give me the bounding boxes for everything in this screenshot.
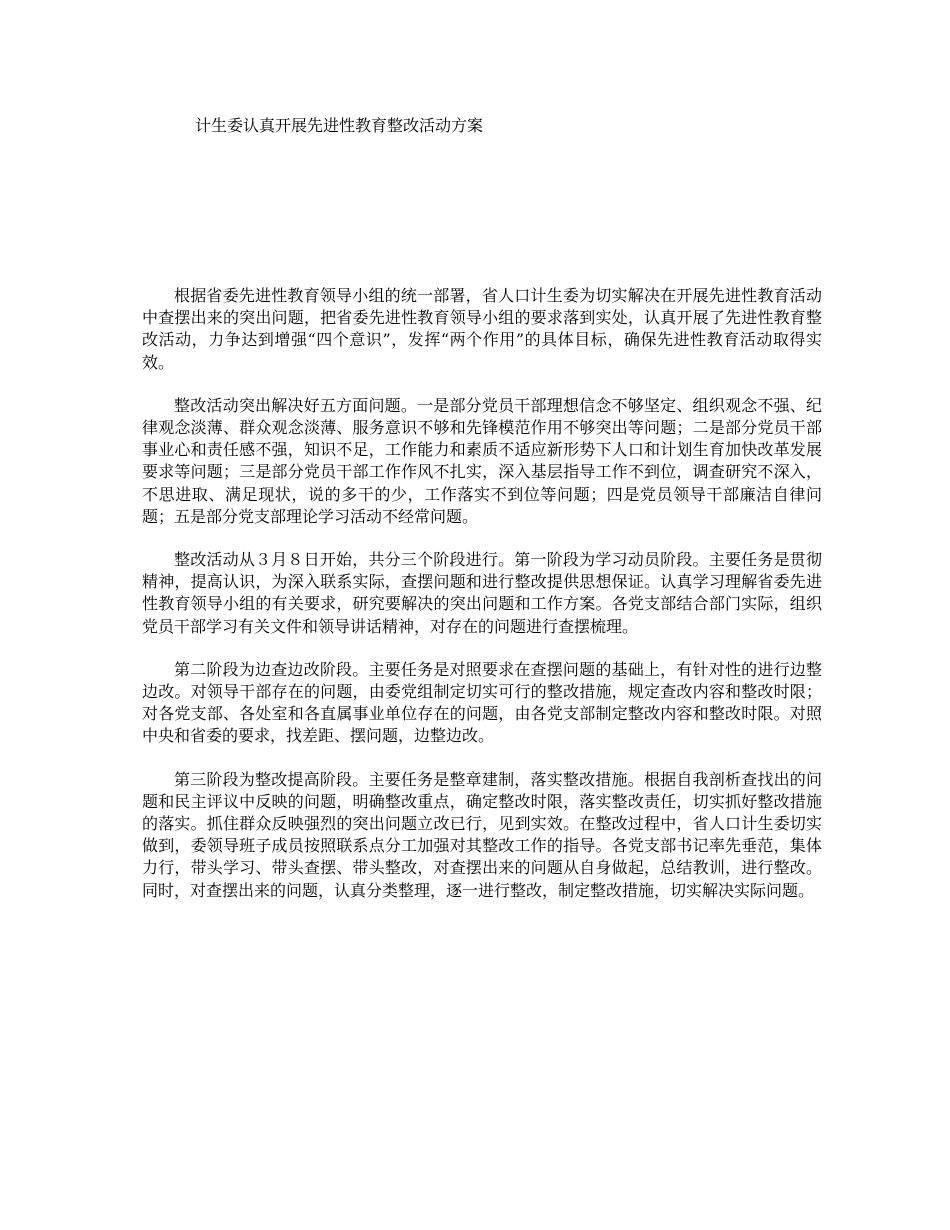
- paragraph-intro: 根据省委先进性教育领导小组的统一部署，省人口计生委为切实解决在开展先进性教育活动中查摆出来的突出问题，把省委先进性教育领导小组的要求落到实处，认真开展了先进性教育整改活动，力争达到增强“四个意识”，发挥“两个作用”的具体目标，确保先进性教育活动取得实效。: [142, 286, 822, 372]
- document-body: [142, 285, 822, 923]
- paragraph-stage-one: 整改活动从３月８日开始，共分三个阶段进行。第一阶段为学习动员阶段。主要任务是贯彻精神，提高认识，为深入联系实际，查摆问题和进行整改提供思想保证。认真学习理解省委先进性教育领导小组的有关要求，研究要解决的突出问题和工作方案。各党支部结合部门实际，组织党员干部学习有关文件和领导讲话精神，对存在的问题进行查摆梳理。: [142, 550, 822, 636]
- paragraph-stage-two: 第二阶段为边查边改阶段。主要任务是对照要求在查摆问题的基础上，有针对性的进行边整边改。对领导干部存在的问题，由委党组制定切实可行的整改措施，规定查改内容和整改时限；对各党支部、各处室和各直属事业单位存在的问题，由各党支部制定整改内容和整改时限。对照中央和省委的要求，找差距、摆问题，边整边改。: [142, 659, 822, 746]
- paragraph-stage-three: 第三阶段为整改提高阶段。主要任务是整章建制，落实整改措施。根据自我剖析查找出的问题和民主评议中反映的问题，明确整改重点，确定整改时限，落实整改责任，切实抓好整改措施的落实。抓住群众反映强烈的突出问题立改已行，见到实效。在整改过程中，省人口计生委切实做到，委领导班子成员按照联系点分工加强对其整改工作的指导。各党支部书记率先垂范，集体力行，带头学习、带头查摆、带头整改，对查摆出来的问题从自身做起，总结教训，进行整改。同时，对查摆出来的问题，认真分类整理，逐一进行整改，制定整改措施，切实解决实际问题。: [142, 769, 822, 900]
- paragraph-five-problems: 整改活动突出解决好五方面问题。一是部分党员干部理想信念不够坚定、组织观念不强、纪律观念淡薄、群众观念淡薄、服务意识不够和先锋模范作用不够突出等问题；二是部分党员干部事业心和责任感不强，知识不足，工作能力和素质不适应新形势下人口和计划生育加快改革发展要求等问题；三是部分党员干部工作作风不扎实，深入基层指导工作不到位，调查研究不深入，不思进取、满足现状，说的多干的少，工作落实不到位等问题；四是党员领导干部廉洁自律问题；五是部分党支部理论学习活动不经常问题。: [142, 395, 822, 526]
- document-title: 计生委认真开展先进性教育整改活动方案: [195, 116, 484, 135]
